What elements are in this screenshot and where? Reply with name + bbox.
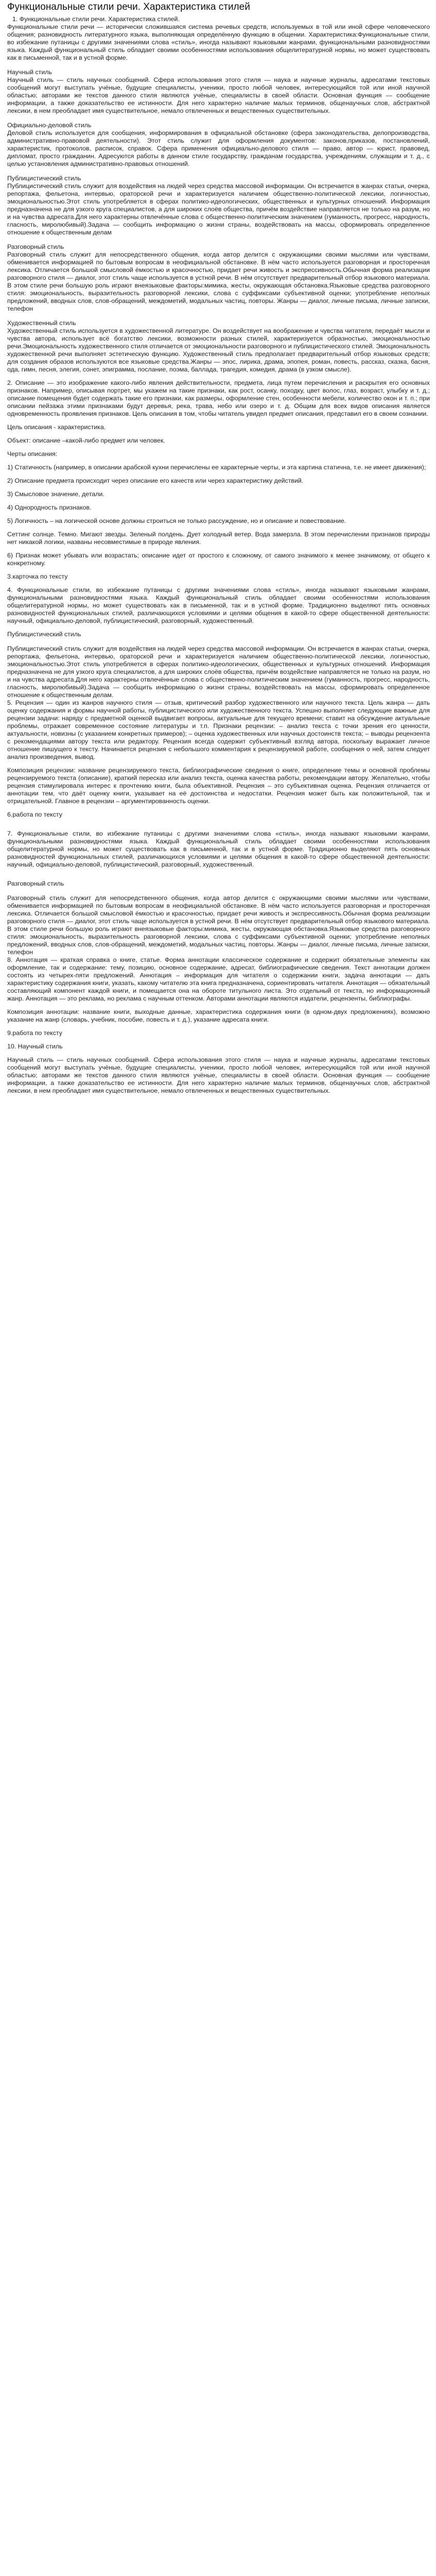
- paragraph: Объект: описание –какой-либо предмет или человек.: [7, 437, 165, 444]
- list-item: 3) Смысловое значение, детали.: [7, 490, 104, 498]
- section-heading: Научный стиль — стиль научных сообщений. Сфера использования этого стиля — наука и научные журналы, адресатами текстовых сообщений могут выступать учёные, будущие специалисты, ученики, просто любой человек, интересующийся той или иной научной областью; авторами же текстов данного стиля являются учёные, специалисты в своей области. Основная функция — сообщение информации, а также доказательство ее истинности. Для него характерно наличие малых терминов, общенаучных слов, абстрактной лексики, в нем преобладает имя существительное, немало отвлеченных и вещественных существительных.: [7, 1056, 430, 1094]
- paragraph: Цель описания - характеристика.: [7, 423, 106, 431]
- subheading: Публицистический стиль: [7, 175, 81, 182]
- page-title: Функциональные стили речи. Характеристика стилей: [7, 2, 250, 12]
- paragraph: 6.работа по тексту: [7, 811, 62, 818]
- paragraph: 6) Признак может убывать или возрастать; описание идет от простого к сложному, от самого значимого к менее значимому, от общего к конкретному.: [7, 552, 430, 567]
- paragraph: Разговорный стиль служит для непосредственного общения, когда автор делится с окружающими своими мыслями или чувствами, обменивается информацией по бытовым вопросам в неофициальной обстановке. В нём часто используется разговорная и просторечная лексика. Отличается большой смысловой ёмкостью и красочностью, придает речи живость и экспрессивность.Обычная форма реализации разговорного стиля — диалог, этот стиль чаще используется в устной речи. В нём отсутствует предварительный отбор языкового материала. В этом стиле речи большую роль играют внеязыковые факторы:мимика, жесты, окружающая обстановка.Языковые средства разговорного стиля: эмоциональность, выразительность разговорной лексики, слова с суффиксами субъективной оценки; употребление неполных предложений, вводных слов, слов-обращений, междометий, модальных частиц, повторы. Жанры — диалог, личные письма, личные записки, телефон: [7, 251, 430, 312]
- section-heading: 7. Функциональные стили, во избежание путаницы с другими значениями слова «стиль», иногда называют языковыми жанрами, функциональными разновидностями языка. Каждый функциональный стиль обладает своими особенностями использования общелитературной нормы, но может существовать как в письменной, так и в устной форме. Традиционно выделяют пять основных разновидностей функциональных стилей, различающихся условиями и целями общения в какой-то сфере общественной деятельности: научный, официально-деловой, публицистический, разговорный, художественный.: [7, 830, 430, 868]
- paragraph: Композиция аннотации: название книги, выходные данные, характеристика содержания книги (в одном-двух предложениях), возможно указание на жанр (словарь, учебник, пособие, повесть и т. д.), указание адресата книги.: [7, 1008, 430, 1023]
- subheading: Разговорный стиль служит для непосредственного общения, когда автор делится с окружающими своими мыслями или чувствами, обменивается информацией по бытовым вопросам в неофициальной обстановке. В нём часто используется разговорная и просторечная лексика. Отличается большой смысловой ёмкостью и красочностью, придает речи живость и экспрессивность.Обычная форма реализации разговорного стиля — диалог, этот стиль чаще используется в устной речи. В нём отсутствует предварительный отбор языкового материала. В этом стиле речи большую роль играют внеязыковые факторы:мимика, жесты, окружающая обстановка.Языковые средства разговорного стиля: эмоциональность, выразительность разговорной лексики, слова с суффиксами субъективной оценки; употребление неполных предложений, вводных слов, слов-обращений, междометий, модальных частиц, повторы. Жанры — диалог, личные письма, личные записки, телефон: [7, 894, 430, 956]
- paragraph: Деловой стиль используется для сообщения, информирования в официальной обстановке (сфера законодательства, делопроизводства, административно-правовой деятельности). Этот стиль служит для оформления документов: законов,приказов, постановлений, характеристик, протоколов, расписок, справок. Сфера применения официально-делового стиля — право, автор — юрист, правовед, дипломат, просто гражданин. Адресуются работы в данном стиле государству, гражданам государства, учреждениям, служащим и т. д., с целью установления административно-правовых отношений.: [7, 129, 430, 167]
- section-heading: 1. Функциональные стили речи. Характеристика стилей.: [12, 15, 180, 23]
- paragraph: Функциональные стили речи — исторически сложившаяся система речевых средств, используемых в той или иной сфере человеческого общения; разновидность литературного языка, выполняющая определённую функцию в общении. Характеристика:Функциональные стили, во избежание путаницы с другими значениями слова «стиль», иногда называют языковыми жанрами, функциональными разновидностями языка. Каждый функциональный стиль обладает своими особенностями использования общелитературной нормы, но может существовать как в письменной, так и в устной форме.: [7, 23, 430, 61]
- paragraph: 8. Аннотация — краткая справка о книге, статье. Форма аннотации классическое содержание и содержит обязательные элементы как оформление, так и содержание: тему, позицию, основное содержание, адресат, библиографические сведения. Текст аннотации должен состоять из четырех-пяти предложений. Аннотация – информация для читателя о содержании книги, задача аннотации — дать характеристику содержания книги, указать, какому читателю эта книга предназначена, сориентировать читателя. Аннотация — обязательный составляющий компонент каждой книги, и помещается она на обороте титульного листа. Это отдельный от текста, но информационный жанр. Аннотация — это реклама, но реклама с научным оттенком. Авторами аннотации являются издатели, рецензенты, библиографы.: [7, 956, 430, 1002]
- section-heading: 10. Научный стиль: [7, 1043, 63, 1050]
- document-page: [0, 0, 436, 1095]
- list-item: 5) Логичность – на логической основе должны строиться не только рассуждение, но и описание и повествование.: [7, 517, 346, 524]
- subheading: Публицистический стиль служит для воздействия на людей через средства массовой информации. Он встречается в жанрах статьи, очерка, репортажа, фельетона, интервью, ораторской речи и характеризуется наличием общественно-политической лексики, логичностью, эмоциональностью.Этот стиль употребляется в сферах политико-идеологических, общественных и культурных отношений. Информация предназначена не для узкого круга специалистов, а для широких слоёв общества, причём воздействие направляется не только на разум, но и на чувства адресата.Для него характерны отвлечённые слова с общественно-политическим значением (гуманность, прогресс, народность, гласность, миролюбивый).Задача — сообщить информацию о жизни страны, воздействовать на массы, сформировать определенное отношение к общественным делам.: [7, 645, 430, 699]
- paragraph: 2. Описание — это изображение какого-либо явления действительности, предмета, лица путем перечисления и раскрытия его основных признаков. Например, описывая портрет, мы укажем на такие признаки, как рост, осанку, походку, цвет волос, глаз, возраст, улыбку и т. д.; описание помещения будет содержать такие его признаки, как размеры, оформление стен, особенности мебели, количество окон и т. п.; при описании пейзажа этими признаками будут деревья, река, трава, небо или озеро и т. д. Общим для всех видов описания является одновременность проявления признаков. Цель описания в том, чтобы читатель увидел предмет описания, представил его в своем сознании.: [7, 379, 430, 417]
- paragraph: Композиция рецензии: название рецензируемого текста, библиографические сведения о книге, определение темы и основной проблемы рецензируемого текста (описание), краткий пересказ или анализ текста, оценка качества работы, рекомендации автору. Желательно, чтобы рецензия стимулировала интерес к прочтению книги, была объективной. Рецензия – это субъективная оценка. Рецензия отличается от аннотации тем, что даёт оценку книги, указывает на её достоинства и недостатки. Рецензия может быть как положительной, так и отрицательной. Главное в рецензии – аргументированность оценки.: [7, 767, 430, 805]
- list-item: 3.карточка по тексту: [7, 573, 68, 580]
- list-item: 4) Однородность признаков.: [7, 504, 92, 511]
- paragraph: Разговорный стиль: [7, 880, 64, 887]
- paragraph: 9.работа по тексту: [7, 1029, 62, 1037]
- subheading: Художественный стиль: [7, 319, 76, 327]
- paragraph: Черты описания:: [7, 450, 58, 457]
- list-item: 2) Описание предмета происходит через описание его качеств или через характеристику действий.: [7, 477, 304, 484]
- paragraph: Публицистический стиль: [7, 631, 81, 638]
- paragraph: 5. Рецензия — один из жанров научного стиля — отзыв, критический разбор художественного или научного текста. Цель жанра — дать оценку содержания и формы научной работы, публицистического или художественного текста. Успешно выполняет следующие важные для рецензии задачи: наряду с предметной оценкой выдвигает вопросы, актуальные для текущего времени; ставит на обсуждение актуальные проблемы, отражает современное состояние литературы и т.п. Признаки рецензии: – анализ текста с точки зрения его ценности, актуальности, новизны (с указанием конкретных примеров); – оценка художественных или научных достоинств текста; – выводы рецензента с рекомендациями автору текста или редактору. Рецензия всегда содержит субъективный взгляд автора, поскольку выражает личное отношение пишущего к тексту. Начинается рецензия с небольшого комментария к рецензируемой работе, сообщения о ней, затем следует анализ произведения, вывод.: [7, 699, 430, 760]
- subheading: Официально-деловой стиль: [7, 122, 92, 129]
- subheading: Научный стиль: [7, 69, 52, 76]
- paragraph: Научный стиль — стиль научных сообщений. Сфера использования этого стиля — наука и научные журналы, адресатами текстовых сообщений могут выступать учёные, будущие специалисты, ученики, просто любой человек, интересующийся той или иной научной областью; авторами же текстов данного стиля являются учёные, специалисты в своей области. Основная функция — сообщение информации, а также доказательство ее истинности. Для него характерно наличие малых терминов, общенаучных слов, абстрактной лексики, в нем преобладает имя существительное, немало отвлеченных и вещественных существительных.: [7, 76, 430, 114]
- paragraph: Публицистический стиль служит для воздействия на людей через средства массовой информации. Он встречается в жанрах статьи, очерка, репортажа, фельетона, интервью, ораторской речи и характеризуется наличием общественно-политической лексики, логичностью, эмоциональностью.Этот стиль употребляется в сферах политико-идеологических, общественных и культурных отношений. Информация предназначена не для узкого круга специалистов, а для широких слоёв общества, причём воздействие направляется не только на разум, но и на чувства адресата.Для него характерны отвлечённые слова с общественно-политическим значением (гуманность, прогресс, народность, гласность, миролюбивый).Задача — сообщить информацию о жизни страны, воздействовать на массы, сформировать определенное отношение к общественным делам: [7, 182, 430, 236]
- paragraph: Художественный стиль используется в художественной литературе. Он воздействует на воображение и чувства читателя, передаёт мысли и чувства автора, использует всё богатство лексики, возможности разных стилей, характеризуется образностью, эмоциональностью речи.Эмоциональность художественного стиля отличается от эмоциональности разговорного и публицистического стилей. Эмоциональность художественной речи выполняет эстетическую функцию. Художественный стиль предполагает предварительный отбор языковых средств; для создания образов используются все языковые средства.Жанры — эпос, лирика, драма, эпопея, роман, повесть, рассказ, сказка, басня, ода, гимн, песня, элегия, сонет, эпиграмма, послание, поэма, баллада, трагедия, комедия, драма (в узком смысле).: [7, 327, 430, 373]
- list-item: 1) Статичность (например, в описании арабской кухни перечислены ее характерные черты, и эта картина статична, т.е. не имеет движения);: [7, 464, 426, 471]
- section-heading: 4. Функциональные стили, во избежание путаницы с другими значениями слова «стиль», иногда называют языковыми жанрами, функциональными разновидностями языка. Каждый функциональный стиль обладает своими особенностями использования общелитературной нормы, но может существовать как в письменной, так и в устной форме. Традиционно выделяют пять основных разновидностей функциональных стилей, различающихся условиями и целями общения в какой-то сфере общественной деятельности: научный, официально-деловой, публицистический, разговорный, художественный.: [7, 586, 430, 624]
- subheading: Разговорный стиль: [7, 243, 64, 250]
- list-item: Сеттинг солнце. Темно. Мигают звезды. Зеленый полдень. Дует холодный ветер. Вода замерзла. В этом перечислении признаков природы нет никакой логики, названы несовместимые в природе явления.: [7, 531, 430, 546]
